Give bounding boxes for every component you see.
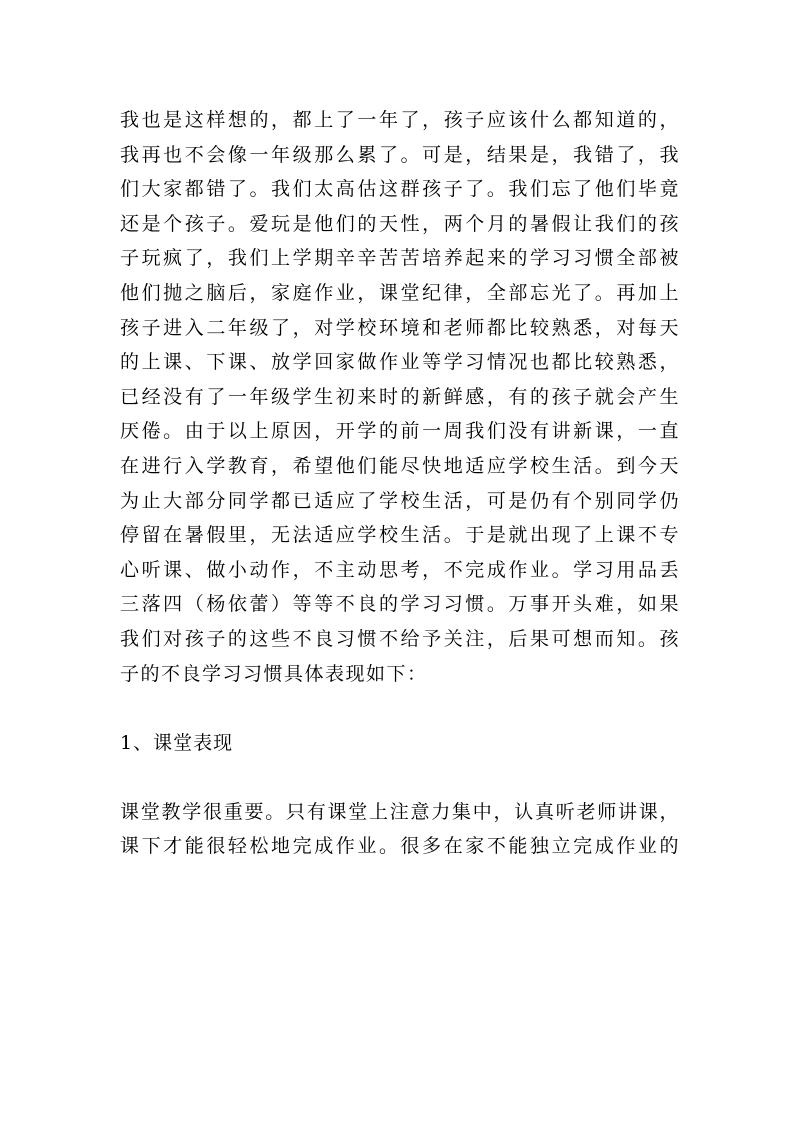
paragraph-classroom (120, 795, 680, 864)
text-line: 三落四（杨依蕾）等等不良的学习习惯。万事开头难，如果 (120, 593, 680, 616)
text-line: 子的不良学习习惯具体表现如下： (120, 662, 428, 685)
text-line: 我再也不会像一年级那么累了。可是，结果是，我错了，我 (120, 143, 680, 166)
text-line: 厌倦。由于以上原因，开学的前一周我们没有讲新课，一直 (120, 420, 680, 443)
text-line: 还是个孩子。爱玩是他们的天性，两个月的暑假让我们的孩 (120, 212, 680, 235)
text-line: 我们对孩子的这些不良习惯不给予关注，后果可想而知。孩 (120, 627, 680, 650)
text-line: 们大家都错了。我们太高估这群孩子了。我们忘了他们毕竟 (120, 178, 680, 201)
text-line: 子玩疯了，我们上学期辛辛苦苦培养起来的学习习惯全部被 (120, 247, 680, 270)
text-line: 他们抛之脑后，家庭作业，课堂纪律，全部忘光了。再加上 (120, 281, 680, 304)
text-line: 孩子进入二年级了，对学校环境和老师都比较熟悉，对每天 (120, 316, 680, 339)
text-line: 课下才能很轻松地完成作业。很多在家不能独立完成作业的 (120, 835, 680, 858)
paragraph-spacer (120, 691, 680, 726)
document-body (120, 103, 680, 864)
text-line: 我也是这样想的，都上了一年了，孩子应该什么都知道的， (120, 109, 680, 131)
text-line: 心听课、做小动作，不主动思考，不完成作业。学习用品丢 (120, 558, 680, 581)
text-line: 课堂教学很重要。只有课堂上注意力集中，认真听老师讲课， (120, 800, 680, 823)
text-line: 为止大部分同学都已适应了学校生活，可是仍有个别同学仍 (120, 489, 680, 512)
text-line: 的上课、下课、放学回家做作业等学习情况也都比较熟悉， (120, 351, 680, 374)
text-line: 在进行入学教育，希望他们能尽快地适应学校生活。到今天 (120, 454, 680, 477)
paragraph-spacer (120, 760, 680, 795)
section-heading: 1、课堂表现 (120, 731, 234, 754)
paragraph-intro (120, 103, 680, 691)
text-line: 已经没有了一年级学生初来时的新鲜感，有的孩子就会产生 (120, 385, 680, 408)
text-line: 停留在暑假里，无法适应学校生活。于是就出现了上课不专 (120, 524, 680, 547)
